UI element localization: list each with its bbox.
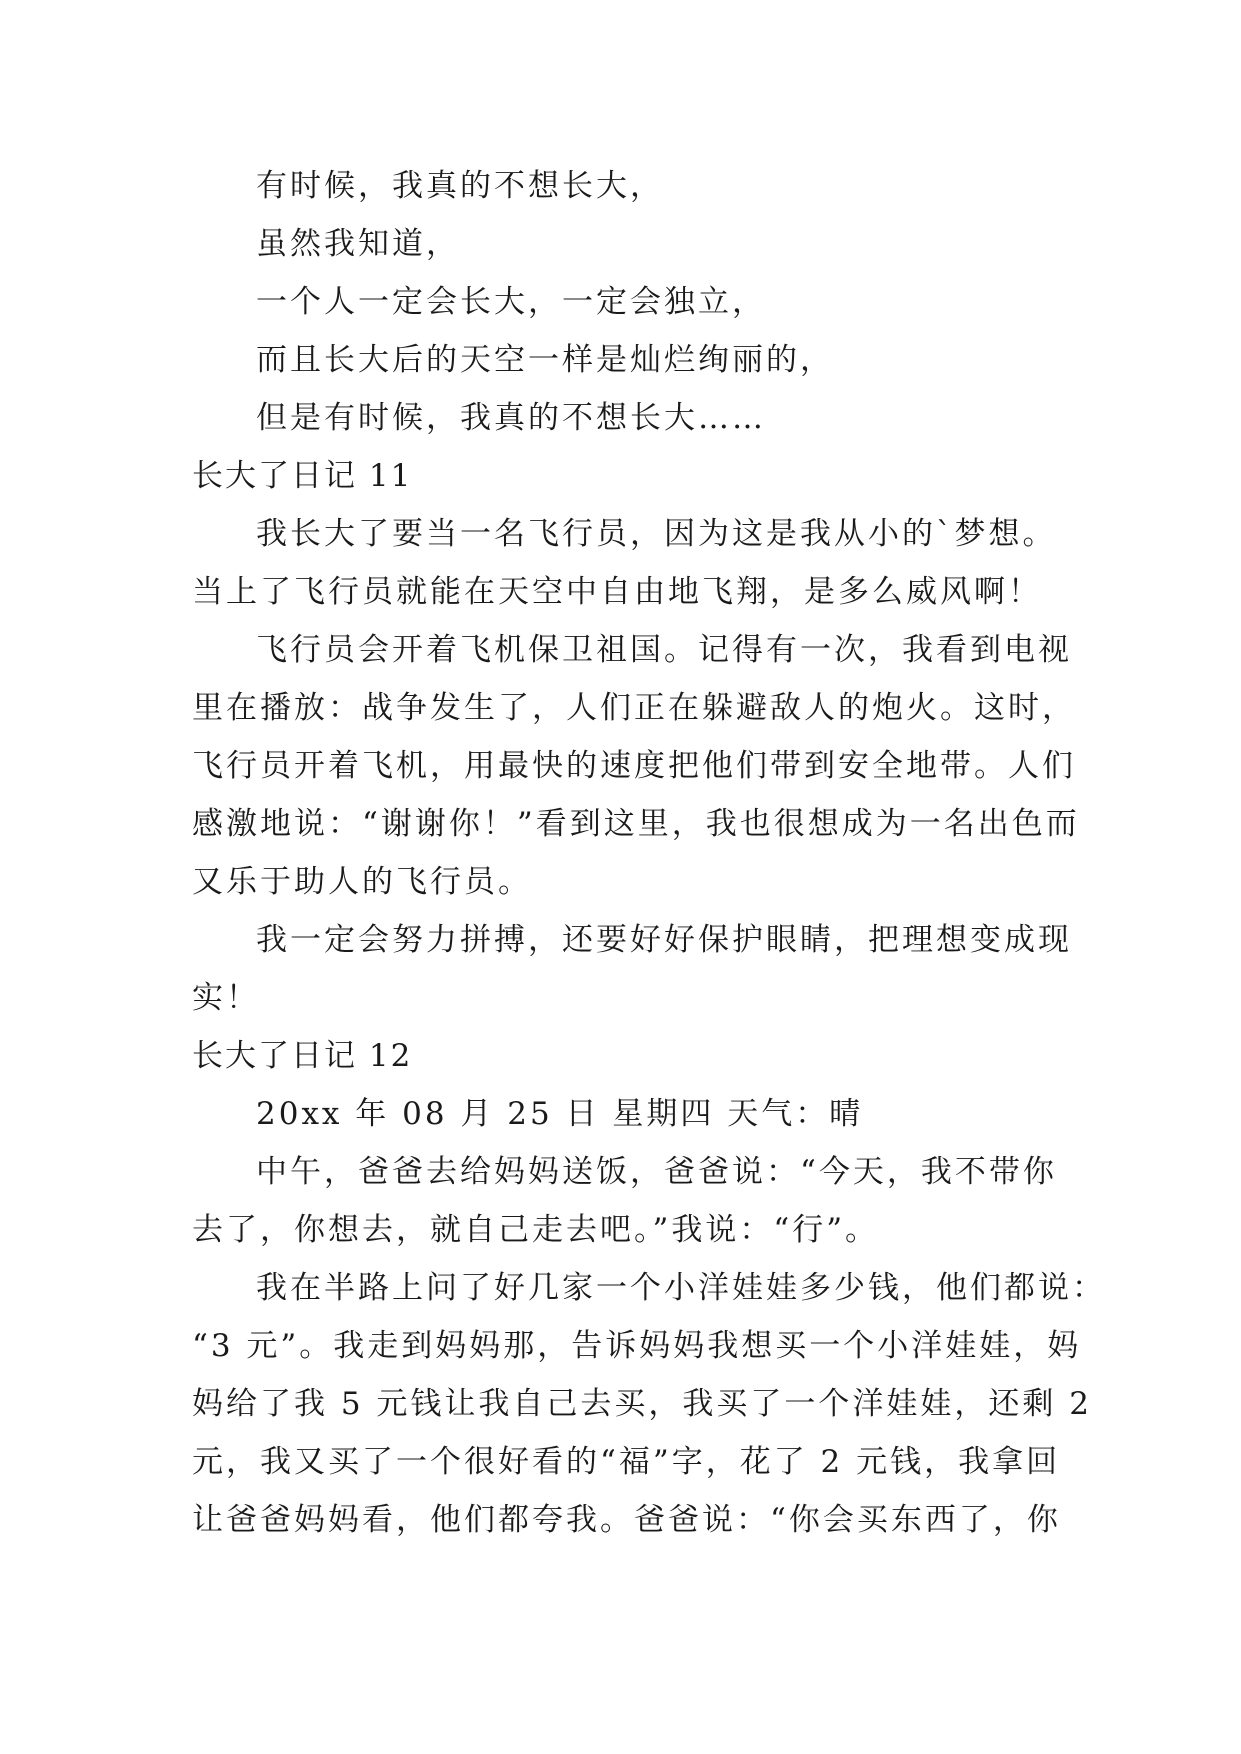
paragraph-line: 妈给了我 5 元钱让我自己去买，我买了一个洋娃娃，还剩 2 xyxy=(192,1386,1093,1422)
paragraph-line: 里在播放：战争发生了，人们正在躲避敌人的炮火。这时， xyxy=(192,690,1076,726)
paragraph-line: 元，我又买了一个很好看的“福”字，花了 2 元钱，我拿回 xyxy=(192,1444,1061,1480)
paragraph-line: 让爸爸妈妈看，他们都夸我。爸爸说：“你会买东西了，你 xyxy=(192,1502,1061,1538)
poem-line: 而且长大后的天空一样是灿烂绚丽的， xyxy=(256,342,834,378)
paragraph-line: 我长大了要当一名飞行员，因为这是我从小的`梦想。 xyxy=(256,516,1057,552)
paragraph-line: “3 元”。我走到妈妈那，告诉妈妈我想买一个小洋娃娃，妈 xyxy=(192,1328,1082,1364)
paragraph-line: 去了，你想去，就自己走去吧。”我说：“行”。 xyxy=(192,1212,880,1248)
poem-line: 一个人一定会长大，一定会独立， xyxy=(256,284,766,320)
paragraph-line: 飞行员开着飞机，用最快的速度把他们带到安全地带。人们 xyxy=(192,748,1076,784)
paragraph-line: 中午，爸爸去给妈妈送饭，爸爸说：“今天，我不带你 xyxy=(256,1154,1057,1190)
poem-line: 但是有时候，我真的不想长大…… xyxy=(256,400,766,436)
paragraph-line: 感激地说：“谢谢你！”看到这里，我也很想成为一名出色而 xyxy=(192,806,1080,842)
paragraph-line: 实！ xyxy=(192,980,260,1016)
paragraph-line: 飞行员会开着飞机保卫祖国。记得有一次，我看到电视 xyxy=(256,632,1072,668)
paragraph-line: 我在半路上问了好几家一个小洋娃娃多少钱，他们都说： xyxy=(256,1270,1106,1306)
poem-line: 虽然我知道， xyxy=(256,226,460,262)
paragraph-line: 又乐于助人的飞行员。 xyxy=(192,864,532,900)
section-heading: 长大了日记 11 xyxy=(192,458,413,494)
poem-line: 有时候，我真的不想长大， xyxy=(256,168,664,204)
section-heading: 长大了日记 12 xyxy=(192,1038,413,1074)
paragraph-line: 当上了飞行员就能在天空中自由地飞翔，是多么威风啊！ xyxy=(192,574,1042,610)
paragraph-line: 我一定会努力拼搏，还要好好保护眼睛，把理想变成现 xyxy=(256,922,1072,958)
date-line: 20xx 年 08 月 25 日 星期四 天气：晴 xyxy=(256,1096,864,1132)
